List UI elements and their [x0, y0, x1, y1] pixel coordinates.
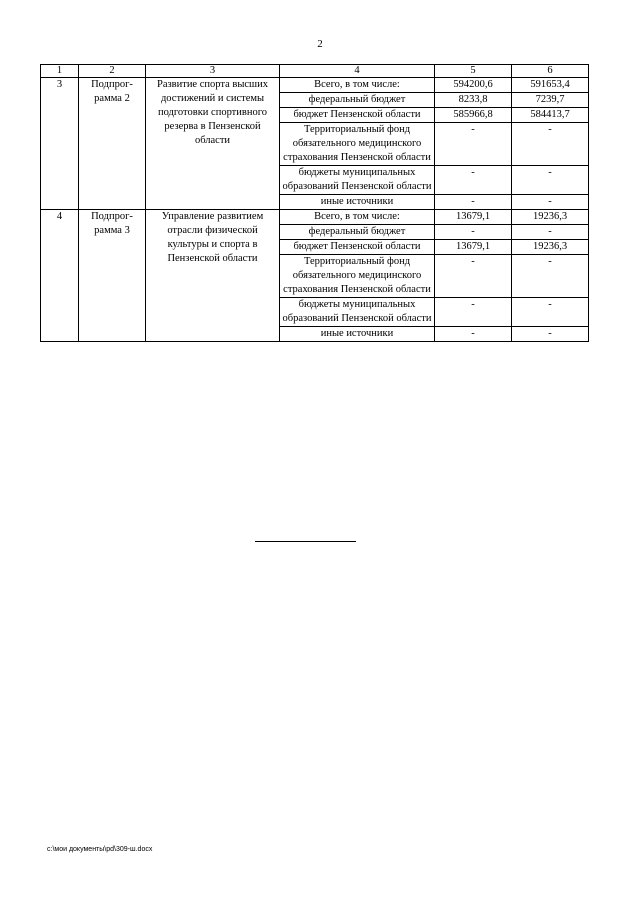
funding-source-cell: Всего, в том числе: — [280, 210, 435, 225]
value-cell-col5: - — [435, 166, 512, 195]
header-cell: 3 — [146, 65, 280, 78]
funding-source-cell: бюджеты муниципальных образований Пензенской области — [280, 166, 435, 195]
value-cell-col6: - — [512, 327, 589, 342]
value-cell-col6: - — [512, 166, 589, 195]
value-cell-col6: 584413,7 — [512, 108, 589, 123]
value-cell-col6: 591653,4 — [512, 78, 589, 93]
value-cell-col6: - — [512, 195, 589, 210]
value-cell-col6: - — [512, 123, 589, 166]
file-path-footer: c:\мои документы\pd\309-ш.docx — [47, 846, 153, 853]
subprogram-title-cell: Развитие спорта высших достижений и системы подготовки спортивного резерва в Пензенской области — [146, 78, 280, 210]
value-cell-col6: - — [512, 298, 589, 327]
funding-source-cell: бюджет Пензенской области — [280, 108, 435, 123]
value-cell-col6: - — [512, 225, 589, 240]
funding-source-cell: Всего, в том числе: — [280, 78, 435, 93]
subprogram-title-cell: Управление развитием отрасли физической культуры и спорта в Пензенской области — [146, 210, 280, 342]
value-cell-col5: 13679,1 — [435, 240, 512, 255]
funding-source-cell: бюджеты муниципальных образований Пензенской области — [280, 298, 435, 327]
row-number-cell: 4 — [41, 210, 79, 342]
subprogram-cell: Подпрог- рамма 3 — [79, 210, 146, 342]
funding-source-cell: федеральный бюджет — [280, 93, 435, 108]
header-row — [41, 65, 589, 78]
header-cell: 5 — [435, 65, 512, 78]
funding-source-cell: иные источники — [280, 195, 435, 210]
value-cell-col5: 594200,6 — [435, 78, 512, 93]
value-cell-col6: 19236,3 — [512, 210, 589, 225]
subprogram-cell: Подпрог- рамма 2 — [79, 78, 146, 210]
value-cell-col6: - — [512, 255, 589, 298]
funding-table — [40, 64, 589, 342]
header-cell: 6 — [512, 65, 589, 78]
value-cell-col6: 7239,7 — [512, 93, 589, 108]
value-cell-col5: - — [435, 195, 512, 210]
row-number-cell: 3 — [41, 78, 79, 210]
separator-line — [255, 541, 356, 542]
funding-source-cell: федеральный бюджет — [280, 225, 435, 240]
header-cell: 4 — [280, 65, 435, 78]
table-row — [41, 210, 589, 225]
funding-source-cell: иные источники — [280, 327, 435, 342]
value-cell-col5: 8233,8 — [435, 93, 512, 108]
value-cell-col5: 585966,8 — [435, 108, 512, 123]
funding-source-cell: Территориальный фонд обязательного медицинского страхования Пензенской области — [280, 123, 435, 166]
value-cell-col5: - — [435, 123, 512, 166]
value-cell-col6: 19236,3 — [512, 240, 589, 255]
funding-source-cell: Территориальный фонд обязательного медицинского страхования Пензенской области — [280, 255, 435, 298]
funding-source-cell: бюджет Пензенской области — [280, 240, 435, 255]
value-cell-col5: - — [435, 255, 512, 298]
header-cell: 2 — [79, 65, 146, 78]
value-cell-col5: - — [435, 225, 512, 240]
value-cell-col5: - — [435, 298, 512, 327]
value-cell-col5: 13679,1 — [435, 210, 512, 225]
header-cell: 1 — [41, 65, 79, 78]
table-row — [41, 78, 589, 93]
value-cell-col5: - — [435, 327, 512, 342]
page-number: 2 — [317, 38, 323, 50]
